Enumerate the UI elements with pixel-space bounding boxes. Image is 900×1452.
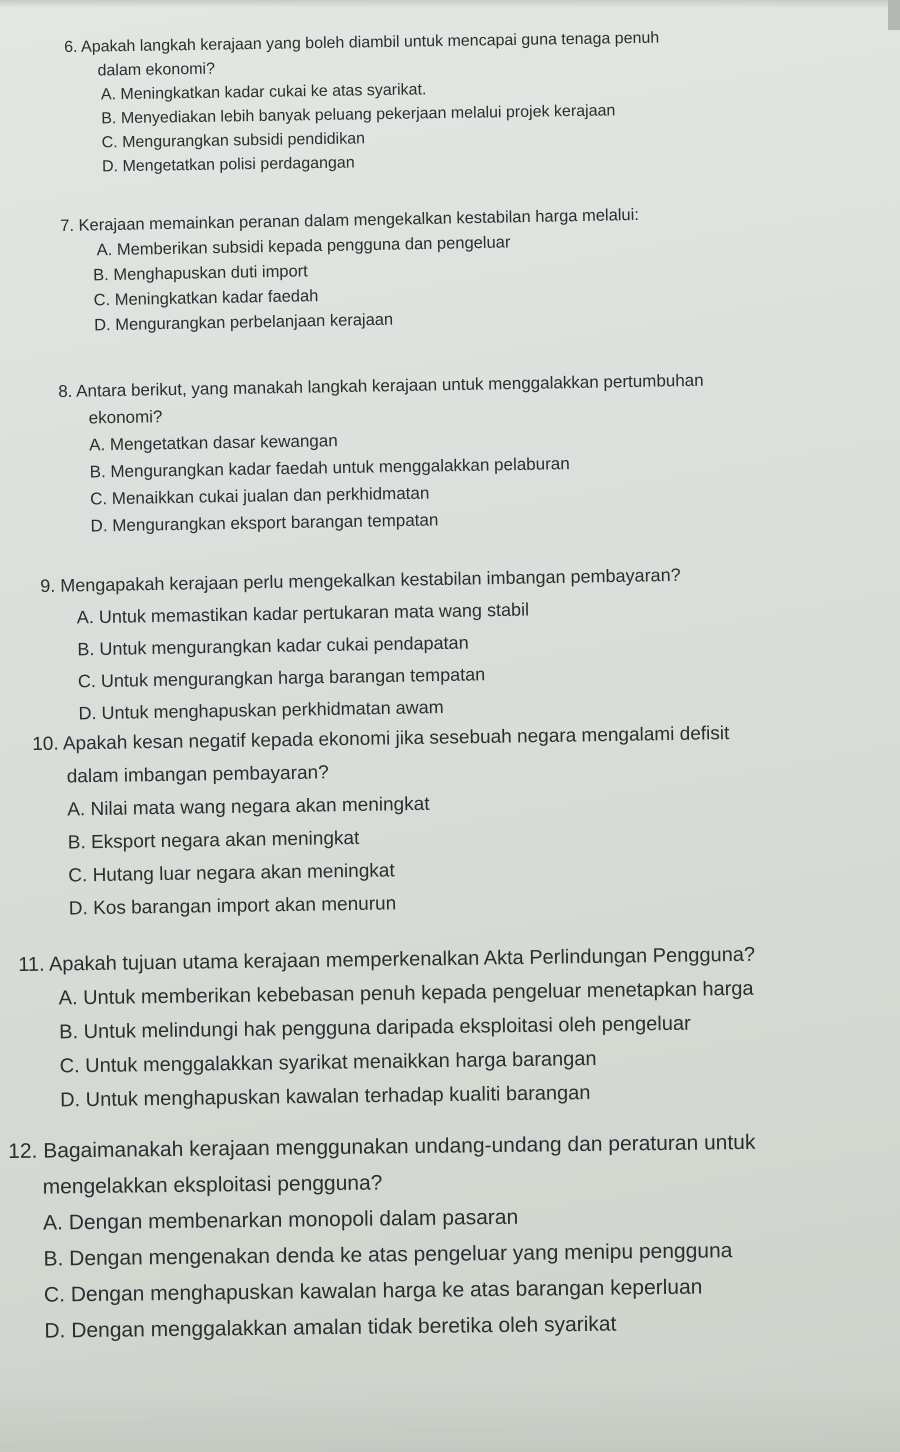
question-11-option-d: D. Untuk menghapuskan kawalan terhadap kualiti barangan xyxy=(59,1082,591,1112)
question-6-stem: 6. Apakah langkah kerajaan yang boleh diambil untuk mencapai guna tenaga penuh xyxy=(64,29,660,56)
question-12-stem: 12. Bagaimanakah kerajaan menggunakan undang-undang dan peraturan untuk xyxy=(8,1130,756,1163)
question-10-stem: 10. Apakah kesan negatif kepada ekonomi jika sesebuah negara mengalami defisit xyxy=(32,723,730,755)
page-bottom-shadow xyxy=(0,1380,900,1452)
question-8-option-b: B. Mengurangkan kadar faedah untuk menggalakkan pelaburan xyxy=(89,454,570,482)
question-12-option-b: B. Dengan mengenakan denda ke atas pengeluar yang menipu pengguna xyxy=(43,1239,733,1271)
question-9-stem: 9. Mengapakah kerajaan perlu mengekalkan kestabilan imbangan pembayaran? xyxy=(40,564,681,596)
question-8-stem: 8. Antara berikut, yang manakah langkah kerajaan untuk menggalakkan pertumbuhan xyxy=(58,370,704,401)
question-7-stem: 7. Kerajaan memainkan peranan dalam mengekalkan kestabilan harga melalui: xyxy=(60,205,640,235)
question-8-option-c: C. Menaikkan cukai jualan dan perkhidmatan xyxy=(89,483,430,509)
question-9 xyxy=(40,559,683,730)
question-12 xyxy=(8,1125,758,1350)
question-6-option-d: D. Mengetatkan polisi perdagangan xyxy=(101,154,355,176)
question-11-option-a: A. Untuk memberikan kebebasan penuh kepada pengeluar menetapkan harga xyxy=(58,977,754,1010)
question-12-stem-continued: mengelakkan eksploitasi pengguna? xyxy=(42,1171,383,1199)
page-top-edge xyxy=(0,0,900,8)
question-11-stem: 11. Apakah tujuan utama kerajaan memperkenalkan Akta Perlindungan Pengguna? xyxy=(18,943,756,976)
question-6-option-c: C. Mengurangkan subsidi pendidikan xyxy=(101,130,366,152)
question-8 xyxy=(58,367,706,540)
question-10-option-d: D. Kos barangan import akan menurun xyxy=(68,893,397,920)
question-10-option-b: B. Eksport negara akan meningkat xyxy=(67,827,360,854)
question-10 xyxy=(32,717,732,926)
question-9-option-c: C. Untuk mengurangkan harga barangan tempatan xyxy=(77,664,486,692)
question-8-option-a: A. Mengetatkan dasar kewangan xyxy=(89,431,338,455)
question-7-option-b: B. Menghapuskan duti import xyxy=(93,262,308,285)
question-10-stem-continued: dalam imbangan pembayaran? xyxy=(66,762,329,788)
question-11 xyxy=(18,938,757,1118)
question-6-option-a: A. Meningkatkan kadar cukai ke atas syarikat. xyxy=(100,81,427,104)
question-12-option-a: A. Dengan membenarkan monopoli dalam pasaran xyxy=(42,1205,519,1235)
question-12-option-d: D. Dengan menggalakkan amalan tidak beretika oleh syarikat xyxy=(44,1312,617,1343)
question-11-option-b: B. Untuk melindungi hak pengguna daripada eksploitasi oleh pengeluar xyxy=(59,1012,691,1044)
question-10-option-a: A. Nilai mata wang negara akan meningkat xyxy=(67,793,430,821)
page-corner-mark xyxy=(888,0,900,30)
question-10-option-c: C. Hutang luar negara akan meningkat xyxy=(68,860,395,887)
question-7 xyxy=(60,203,641,339)
question-7-option-a: A. Memberikan subsidi kepada pengguna dan pengeluar xyxy=(96,233,511,260)
question-6 xyxy=(64,27,661,180)
question-9-option-a: A. Untuk memastikan kadar pertukaran mata wang stabil xyxy=(76,599,530,628)
question-6-stem-continued: dalam ekonomi? xyxy=(97,60,216,80)
question-6-option-b: B. Menyediakan lebih banyak peluang pekerjaan melalui projek kerajaan xyxy=(101,102,616,128)
question-9-option-d: D. Untuk menghapuskan perkhidmatan awam xyxy=(78,696,444,724)
question-7-option-c: C. Meningkatkan kadar faedah xyxy=(93,287,319,310)
question-8-stem-continued: ekonomi? xyxy=(88,407,163,428)
question-12-option-c: C. Dengan menghapuskan kawalan harga ke atas barangan keperluan xyxy=(43,1275,703,1307)
question-8-option-d: D. Mengurangkan eksport barangan tempatan xyxy=(90,510,439,536)
question-11-option-c: C. Untuk menggalakkan syarikat menaikkan harga barangan xyxy=(59,1047,597,1078)
question-9-option-b: B. Untuk mengurangkan kadar cukai pendapatan xyxy=(77,632,469,660)
question-7-option-d: D. Mengurangkan perbelanjaan kerajaan xyxy=(93,310,394,335)
